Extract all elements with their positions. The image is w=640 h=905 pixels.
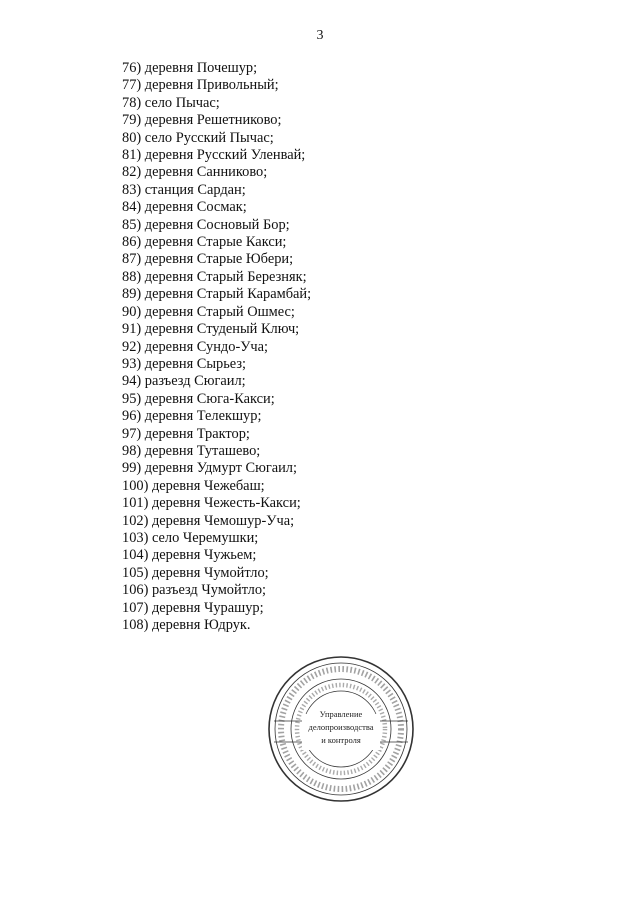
official-stamp-seal: [266, 654, 416, 804]
list-item: 85) деревня Сосновый Бор;: [122, 216, 290, 233]
list-item: 101) деревня Чежесть-Какси;: [122, 495, 301, 512]
list-item: 82) деревня Санниково;: [122, 164, 268, 181]
list-item: 84) деревня Сосмак;: [122, 199, 247, 216]
list-item: 97) деревня Трактор;: [122, 425, 250, 442]
list-item: 106) разъезд Чумойтло;: [122, 582, 267, 599]
list-item: 95) деревня Сюга-Какси;: [122, 390, 275, 407]
list-item: 99) деревня Удмурт Сюгаил;: [122, 460, 297, 477]
list-item: 92) деревня Сундо-Уча;: [122, 338, 269, 355]
stamp-line-1: Управление: [319, 709, 363, 719]
list-item: 93) деревня Сырьез;: [122, 355, 247, 372]
list-item: 91) деревня Студеный Ключ;: [122, 321, 300, 338]
list-item: 100) деревня Чежебаш;: [122, 477, 265, 494]
list-item: 107) деревня Чурашур;: [122, 599, 264, 616]
page-number: 3: [316, 28, 324, 43]
list-item: 105) деревня Чумойтло;: [122, 564, 269, 581]
list-item: 87) деревня Старые Юбери;: [122, 251, 294, 268]
list-item: 108) деревня Юдрук.: [122, 617, 251, 633]
official-stamp: [266, 654, 416, 804]
list-item: 102) деревня Чемошур-Уча;: [122, 512, 295, 529]
list-item: 90) деревня Старый Ошмес;: [122, 303, 295, 320]
stamp-line-2: делопроизводства: [308, 722, 374, 732]
list-item: 98) деревня Туташево;: [122, 442, 261, 459]
list-item: 103) село Черемушки;: [122, 529, 259, 546]
list-item: 86) деревня Старые Какси;: [122, 234, 287, 251]
list-item: 81) деревня Русский Уленвай;: [122, 147, 306, 164]
list-item: 77) деревня Привольный;: [122, 77, 279, 94]
list-item: 88) деревня Старый Березняк;: [122, 268, 307, 285]
list-item: 89) деревня Старый Карамбай;: [122, 286, 312, 303]
stamp-line-3: и контроля: [321, 735, 361, 745]
list-item: 80) село Русский Пычас;: [122, 129, 274, 146]
list-item: 104) деревня Чужьем;: [122, 547, 257, 564]
settlement-list: [122, 60, 311, 634]
list-item: 94) разъезд Сюгаил;: [122, 373, 246, 390]
list-item: 83) станция Сардан;: [122, 181, 246, 198]
list-item: 79) деревня Решетниково;: [122, 112, 282, 129]
list-item: 78) село Пычас;: [122, 94, 220, 111]
list-item: 76) деревня Почешур;: [122, 60, 258, 76]
list-item: 96) деревня Телекшур;: [122, 408, 262, 425]
